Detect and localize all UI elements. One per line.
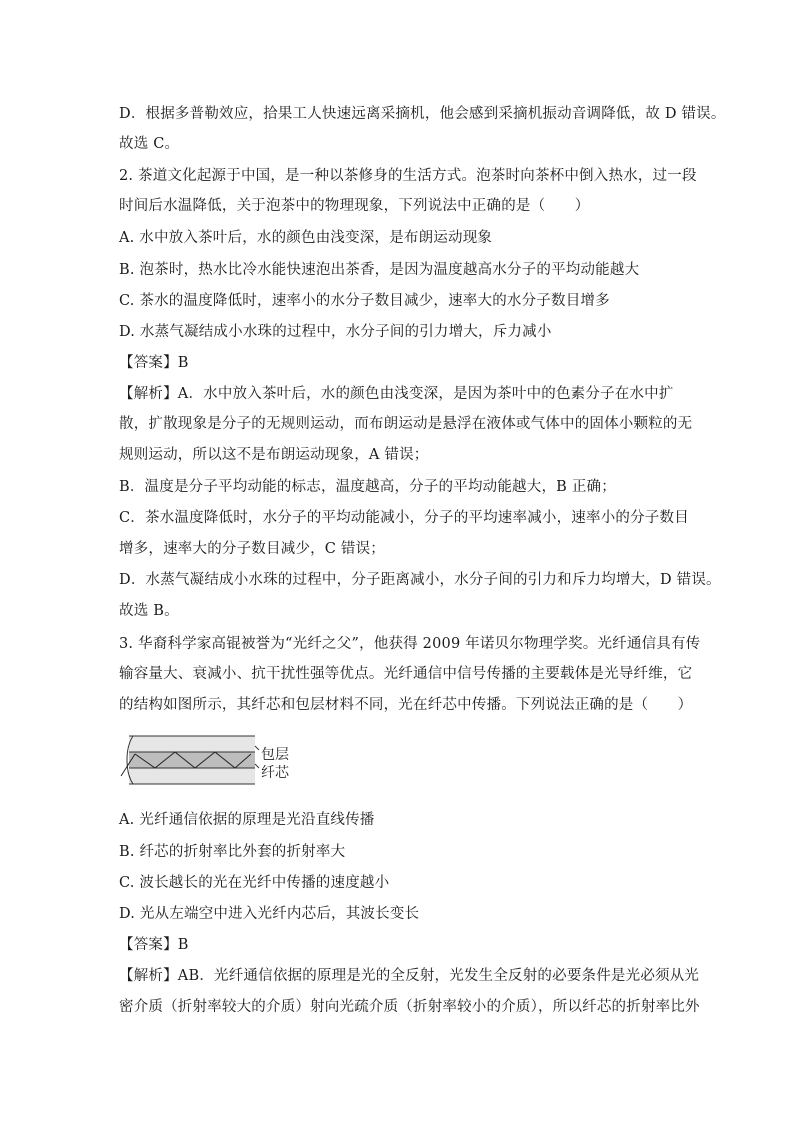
question-3-option-c: C. 波长越长的光在光纤中传播的速度越小 xyxy=(119,875,390,891)
question-3-stem: 3. 华裔科学家高锟被誉为“光纤之父”，他获得 2009 年诺贝尔物理学奖。光纤通信具有传 xyxy=(119,636,701,652)
question-2-analysis: 增多，速率大的分子数目减少，C 错误； xyxy=(119,541,386,557)
question-3-analysis: 【解析】AB．光纤通信依据的原理是光的全反射，光发生全反射的必要条件是光必须从光 xyxy=(119,968,700,984)
question-3-option-b: B. 纤芯的折射率比外套的折射率大 xyxy=(119,844,346,860)
text-line: 故选 C。 xyxy=(119,136,180,152)
question-2-analysis: B．温度是分子平均动能的标志，温度越高，分子的平均动能越大，B 正确； xyxy=(119,479,616,495)
question-3-option-d: D. 光从左端空中进入光纤内芯后，其波长变长 xyxy=(119,906,420,922)
question-3-option-a: A. 光纤通信依据的原理是光沿直线传播 xyxy=(119,812,375,828)
question-2-analysis: 规则运动，所以这不是布朗运动现象，A 错误； xyxy=(119,447,429,463)
core-leader xyxy=(255,764,259,768)
question-2-conclusion: 故选 B。 xyxy=(119,603,179,619)
question-2-analysis: D．水蒸气凝结成小水珠的过程中，分子距离减小，水分子间的引力和斥力均增大，D 错误。 xyxy=(119,572,721,588)
question-2-option-a: A. 水中放入茶叶后，水的颜色由浅变深，是布朗运动现象 xyxy=(119,230,493,246)
question-3-answer: 【答案】B xyxy=(119,937,189,953)
question-2-option-c: C. 茶水的温度降低时，速率小的水分子数目减少，速率大的水分子数目增多 xyxy=(119,293,610,309)
cladding-leader xyxy=(255,746,259,750)
question-2-option-b: B. 泡茶时，热水比冷水能快速泡出茶香，是因为温度越高水分子的平均动能越大 xyxy=(119,262,640,278)
question-2-analysis: 【解析】A．水中放入茶叶后，水的颜色由浅变深，是因为茶叶中的色素分子在水中扩 xyxy=(119,386,674,402)
cladding-label: 包层 xyxy=(261,747,289,763)
question-2-stem: 2. 茶道文化起源于中国，是一种以茶修身的生活方式。泡茶时向茶杯中倒入热水，过一段 xyxy=(119,168,697,184)
question-3-stem: 的结构如图所示，其纤芯和包层材料不同，光在纤芯中传播。下列说法正确的是（ ） xyxy=(119,697,693,713)
question-2-analysis: C．茶水温度降低时，水分子的平均动能减小，分子的平均速率减小，速率小的分子数目 xyxy=(119,510,689,526)
core-label: 纤芯 xyxy=(261,765,289,781)
question-2-analysis: 散，扩散现象是分子的无规则运动，而布朗运动是悬浮在液体或气体中的固体小颗粒的无 xyxy=(119,416,693,432)
optical-fiber-figure xyxy=(119,728,299,792)
text-line: D．根据多普勒效应，拾果工人快速远离采摘机，他会感到采摘机振动音调降低，故 D 错误。 xyxy=(119,106,726,122)
question-2-stem: 时间后水温降低，关于泡茶中的物理现象，下列说法中正确的是（ ） xyxy=(119,198,590,214)
question-3-stem: 输容量大、衰减小、抗干扰性强等优点。光纤通信中信号传播的主要载体是光导纤维，它 xyxy=(119,666,693,682)
question-2-answer: 【答案】B xyxy=(119,355,189,371)
question-3-analysis: 密介质（折射率较大的介质）射向光疏介质（折射率较小的介质），所以纤芯的折射率比外 xyxy=(119,999,700,1015)
question-2-option-d: D. 水蒸气凝结成小水珠的过程中，水分子间的引力增大，斥力减小 xyxy=(119,324,552,340)
